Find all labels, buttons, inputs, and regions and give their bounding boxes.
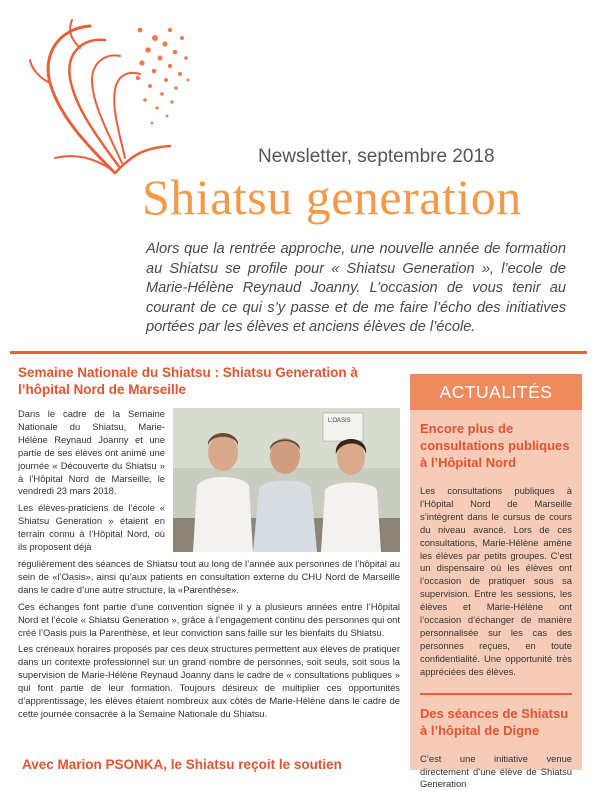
article-paragraph-3: Ces échanges font partie d’une convention signée il y a plusieurs années entre l’Hôpital Nord et l’école « Shiatsu Generation », grâce à l’engagement continu des personnes qui ont créé l’Oasis puis la Parenthèse, et leur conviction sans faille sur les bienfaits du Shiatsu. <box>18 600 400 638</box>
newsletter-date: Newsletter, septembre 2018 <box>258 146 495 167</box>
article-heading: Semaine Nationale du Shiatsu : Shiatsu Generation à l’hôpital Nord de Marseille <box>18 365 358 397</box>
article-paragraph-2-rest: régulièrement des séances de Shiatsu tout au long de l’année aux personnes de l’hôpital au sein de «l’Oasis», ainsi qu’aux patients en consultation externe du CHU Nord de Marseille dans le cadre d’une autre structure, la «Parenthèse». <box>18 557 400 595</box>
oasis-sign: L’OASIS <box>328 418 351 424</box>
sidebar-heading-2: Des séances de Shiatsu à l’hôpital de Digne <box>420 705 569 738</box>
sidebar-header: ACTUALITÉS <box>410 374 582 410</box>
sidebar-divider <box>420 693 572 695</box>
page-title: Shiatsu generation <box>142 169 522 225</box>
article-paragraph-1: Dans le cadre de la Semaine Nationale du Shiatsu, Marie-Hélène Reynaud Joanny et une partie de ses élèves ont animé une journée « Découverte du Shiatsu » à l’Hôpital Nord de Marseille, le vendredi 23 mars 2018. <box>18 408 165 497</box>
main-article <box>18 364 400 725</box>
sidebar-heading-1: Encore plus de consultations publiques à l’Hôpital Nord <box>420 421 570 470</box>
article-paragraph-2-start: Les élèves-praticiens de l’école « Shiatsu Generation » étaient en terrain connu à l’Hôpital Nord, où ils proposent déjà <box>18 502 165 553</box>
article-photo <box>173 408 400 552</box>
intro-paragraph: Alors que la rentrée approche, une nouvelle année de formation au Shiatsu se profile pour « Shiatsu Generation », l’ecole de Marie-Hélène Reynaud Joanny. L’occasion de vous tenir au courant de ce qui s’y passe et de me faire l’écho des initiatives portées par les élèves et anciens élèves de l’école. <box>146 241 566 335</box>
article-paragraph-4: Les créneaux horaires proposés par ces deux structures permettent aux élèves de pratiquer dans un contexte professionnel sur un grand nombre de personnes, soit seuls, soit sous la supervision de Marie-Hélène Reynaud Joanny dans le cadre de « consultations publiques » qui font partie de leur formation. Toujours désireux de multiplier ces opportunités d’apprentissage, les élèves étaient nombreux aux côtés de Marie-Hélène dans le cadre de cette journée consacrée à la Semaine Nationale du Shiatsu. <box>18 643 400 719</box>
sidebar-text-1: Les consultations publiques à l’Hôpital Nord de Marseille s’intègrent dans le cursus de cours du niveau avancé. Lors de ces consultations, Marie-Hélène amène les élèves par petits groupes. C’est un dispensaire où les élèves ont l’occasion de pratiquer sous sa supervision. Entre les sessions, les élèves et Marie-Hélène ont l’occasion d’échanger de manière personnalisée sur les cas des personnes reçues, en toute confidentialité. Une opportunité très appréciées des élèves. <box>420 485 572 677</box>
news-sidebar <box>410 374 582 790</box>
section-divider <box>10 351 587 354</box>
next-article-heading: Avec Marion PSONKA, le Shiatsu reçoit le soutien <box>22 757 342 772</box>
sidebar-text-2: C’est une initiative venue directement d’une élève de Shiatsu Generation <box>420 752 572 790</box>
logo-swirl-icon <box>20 8 200 178</box>
photo-illustration <box>173 408 400 552</box>
